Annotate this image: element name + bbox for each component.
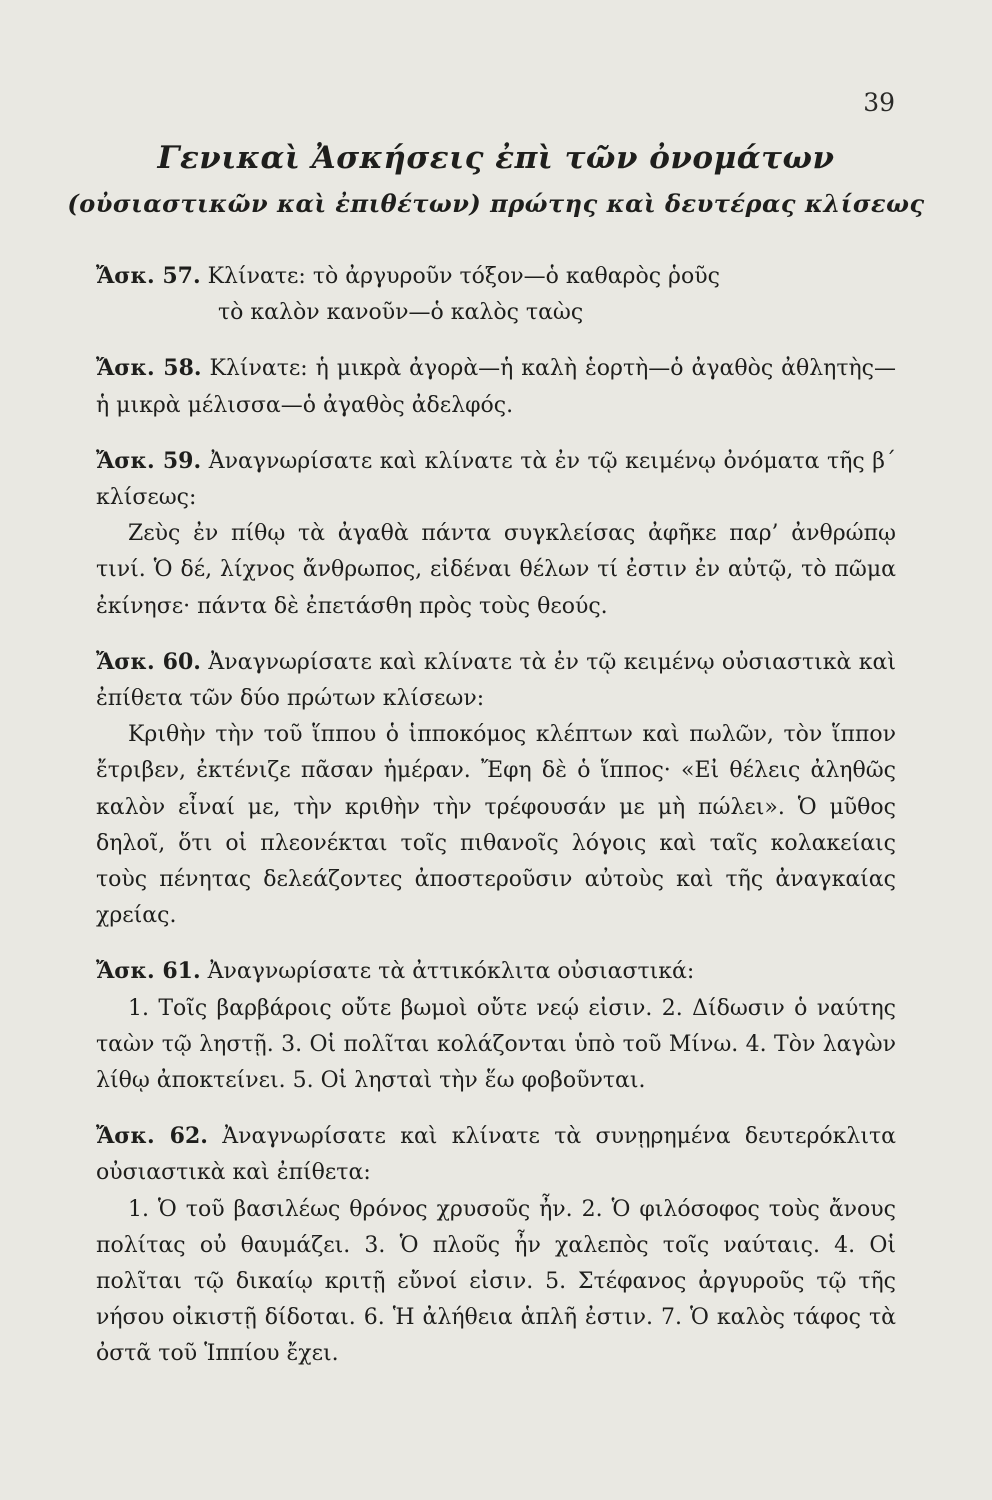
exercise-instruction-text: Κλίνατε: ἡ μικρὰ ἀγορὰ—ἡ καλὴ ἑορτὴ—ὁ ἀγαθὸς ἀθλητὴς—ἡ μικρὰ μέλισσα—ὁ ἀγαθὸς ἀδελφός. bbox=[96, 356, 896, 418]
exercise-passage: 1. Τοῖς βαρβάροις οὔτε βωμοὶ οὔτε νεῴ εἰσιν. 2. Δίδωσιν ὁ ναύτης ταὼν τῷ ληστῇ. 3. Οἱ πολῖται κολάζονται ὑπὸ τοῦ Μίνω. 4. Τὸν λαγὼν λίθῳ ἀποκτείνει. 5. Οἱ λησταὶ τὴν ἕω φοβοῦνται. bbox=[96, 995, 896, 1094]
exercise-57 bbox=[96, 258, 896, 331]
page-subtitle: (οὐσιαστικῶν καὶ ἐπιθέτων) πρώτης καὶ δευτέρας κλίσεως bbox=[67, 189, 925, 218]
exercise-number: Ἄσκ. 57. bbox=[96, 263, 201, 289]
exercise-instruction-text: Ἀναγνωρίσατε τὰ ἀττικόκλιτα οὐσιαστικά: bbox=[207, 959, 695, 985]
exercise-instruction bbox=[96, 443, 896, 516]
exercise-58 bbox=[96, 350, 896, 423]
exercise-number: Ἄσκ. 62. bbox=[96, 1123, 208, 1150]
exercise-continuation: τὸ καλὸν κανοῦν—ὁ καλὸς ταὼς bbox=[218, 300, 584, 326]
exercise-passage: Ζεὺς ἐν πίθῳ τὰ ἀγαθὰ πάντα συγκλείσας ἀφῆκε παρ’ ἀνθρώπῳ τινί. Ὁ δέ, λίχνος ἄνθρωπος, εἰδέναι θέλων τί ἐστιν ἐν αὐτῷ, τὸ πῶμα ἐκίνησε· πάντα δὲ ἐπετάσθη πρὸς τοὺς θεούς. bbox=[96, 521, 896, 619]
exercise-62 bbox=[96, 1118, 896, 1372]
exercise-instruction-text: Ἀναγνωρίσατε καὶ κλίνατε τὰ ἐν τῷ κειμένῳ ὀνόματα τῆς β΄ κλίσεως: bbox=[96, 448, 896, 511]
exercise-number: Ἄσκ. 60. bbox=[96, 648, 201, 675]
exercise-59 bbox=[96, 443, 896, 625]
exercise-instruction bbox=[96, 1118, 896, 1191]
page-number: 39 bbox=[863, 88, 895, 117]
exercise-number: Ἄσκ. 58. bbox=[96, 355, 202, 382]
exercise-instruction bbox=[96, 953, 896, 990]
exercise-number: Ἄσκ. 59. bbox=[96, 447, 202, 474]
exercise-passage: Κριθὴν τὴν τοῦ ἵππου ὁ ἱπποκόμος κλέπτων καὶ πωλῶν, τὸν ἵππον ἔτριβεν, ἐκτένιζε πᾶσαν ἡμέραν. Ἔφη δὲ ὁ ἵππος· «Εἰ θέλεις ἀληθῶς καλὸν εἶναί με, τὴν κριθὴν τὴν τρέφουσάν με μὴ πώλει». Ὁ μῦθος δηλοῖ, ὅτι οἱ πλεονέκται τοῖς πιθανοῖς λόγοις καὶ ταῖς κολακείαις τοὺς πένητας δελεάζοντες ἀποστεροῦσιν αὐτοὺς καὶ τῆς ἀναγκαίας χρείας. bbox=[96, 722, 896, 929]
exercise-60 bbox=[96, 644, 896, 935]
exercise-passage: 1. Ὁ τοῦ βασιλέως θρόνος χρυσοῦς ἦν. 2. Ὁ φιλόσοφος τοὺς ἄνους πολίτας οὐ θαυμάζει. 3. Ὁ πλοῦς ἦν χαλεπὸς τοῖς ναύταις. 4. Οἱ πολῖται τῷ δικαίῳ κριτῇ εὔνοί εἰσιν. 5. Στέφανος ἀργυροῦς τῷ τῆς νήσου οἰκιστῇ δίδοται. 6. Ἡ ἀλήθεια ἁπλῆ ἐστιν. 7. Ὁ καλὸς τάφος τὰ ὀστᾶ τοῦ Ἱππίου ἔχει. bbox=[96, 1196, 896, 1367]
exercise-number: Ἄσκ. 61. bbox=[96, 958, 201, 985]
exercise-instruction bbox=[96, 350, 896, 423]
exercise-instruction bbox=[96, 258, 896, 295]
exercise-61 bbox=[96, 953, 896, 1099]
page-title: Γενικαὶ Ἀσκήσεις ἐπὶ τῶν ὀνομάτων bbox=[157, 140, 835, 176]
exercise-instruction-text: Κλίνατε: τὸ ἀργυροῦν τόξον—ὁ καθαρὸς ῥοῦς bbox=[207, 264, 720, 289]
exercises-body bbox=[96, 258, 896, 1392]
exercise-instruction-text: Ἀναγνωρίσατε καὶ κλίνατε τὰ ἐν τῷ κειμένῳ οὐσιαστικὰ καὶ ἐπίθετα τῶν δύο πρώτων κλίσεων: bbox=[96, 649, 896, 712]
exercise-instruction-text: Ἀναγνωρίσατε καὶ κλίνατε τὰ συνῃρημένα δευτερόκλιτα οὐσιαστικὰ καὶ ἐπίθετα: bbox=[96, 1124, 896, 1186]
exercise-instruction bbox=[96, 644, 896, 717]
